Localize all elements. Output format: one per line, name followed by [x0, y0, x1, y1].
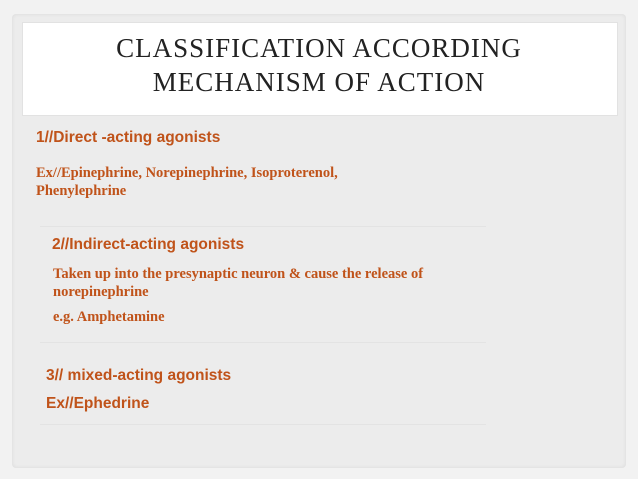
- section-1-heading: 1//Direct -acting agonists: [36, 129, 221, 146]
- section-1-line-2: Phenylephrine: [36, 183, 127, 199]
- title-line-1: CLASSIFICATION ACCORDING: [116, 33, 522, 63]
- section-2-line-2: norepinephrine: [53, 284, 149, 300]
- section-1-line-1: Ex//Epinephrine, Norepinephrine, Isoproterenol,: [36, 165, 338, 181]
- section-3-example: Ex//Ephedrine: [46, 395, 150, 412]
- section-2-body: [53, 265, 423, 301]
- section-3-heading: 3// mixed-acting agonists: [46, 367, 232, 384]
- separator-2: [40, 342, 486, 343]
- section-2-example: e.g. Amphetamine: [53, 309, 165, 325]
- separator-1: [40, 226, 486, 227]
- separator-3: [40, 424, 486, 425]
- section-2-line-1: Taken up into the presynaptic neuron & cause the release of: [53, 266, 424, 282]
- slide-title: [22, 31, 616, 99]
- title-line-2: MECHANISM OF ACTION: [152, 67, 486, 97]
- section-2-heading: 2//Indirect-acting agonists: [52, 236, 245, 253]
- section-1-body: [36, 164, 338, 200]
